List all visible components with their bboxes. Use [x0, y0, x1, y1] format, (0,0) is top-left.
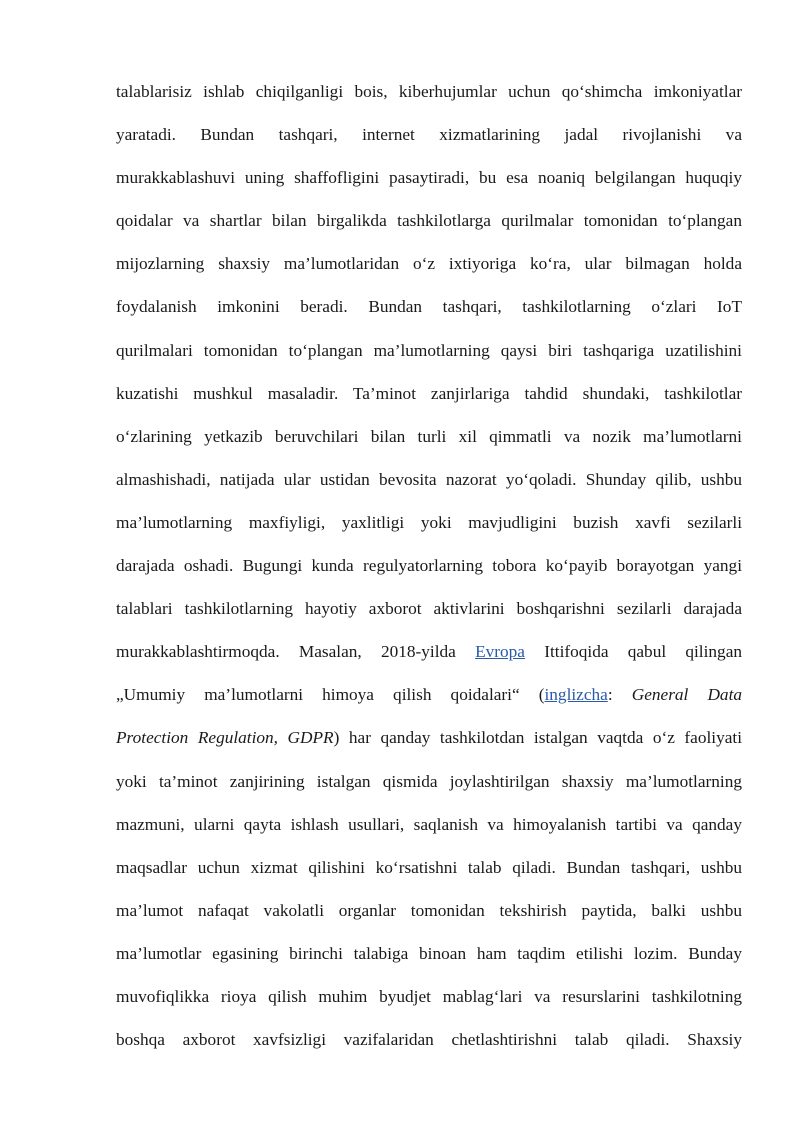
text-line: talablari tashkilotlarning hayotiy axborot aktivlarini boshqarishni sezilarli darajada: [116, 599, 742, 619]
text-line: almashishadi, natijada ular ustidan bevosita nazorat yo‘qoladi. Shunday qilib, ushbu: [116, 469, 742, 489]
text-segment: murakkablashtirmoqda. Masalan, 2018-yilda: [116, 642, 456, 662]
text-line: talablarisiz ishlab chiqilganligi bois, kiberhujumlar uchun qo‘shimcha imkoniyatlar: [116, 82, 742, 101]
text-line: murakkablashuvi uning shaffofligini pasaytiradi, bu esa noaniq belgilangan huquqiy: [116, 168, 742, 188]
text-line: ma’lumotlarning maxfiyligi, yaxlitligi yoki mavjudligini buzish xavfi sezilarli: [116, 512, 742, 532]
text-line: mazmuni, ularni qayta ishlash usullari, saqlanish va himoyalanish tartibi va qanday: [116, 814, 742, 834]
text-line: qoidalar va shartlar bilan birgalikda tashkilotlarga qurilmalar tomonidan to‘plangan: [116, 211, 742, 231]
text-line: yoki ta’minot zanjirining istalgan qismida joylashtirilgan shaxsiy ma’lumotlarning: [116, 771, 742, 791]
text-line: muvofiqlikka rioya qilish muhim byudjet mablag‘lari va resurslarini tashkilotning: [116, 986, 742, 1006]
text-segment: „Umumiy ma’lumotlarni himoya qilish qoidalari“ (: [116, 685, 545, 705]
text-line: kuzatishi mushkul masaladir. Ta’minot zanjirlariga tahdid shundaki, tashkilotlar: [116, 383, 742, 403]
text-line: qurilmalari tomonidan to‘plangan ma’lumotlarning qaysi biri tashqariga uzatilishini: [116, 340, 742, 360]
text-line: o‘zlarining yetkazib beruvchilari bilan turli xil qimmatli va nozik ma’lumotlarni: [116, 426, 742, 446]
text-line: ma’lumotlar egasining birinchi talabiga binoan ham taqdim etilishi lozim. Bunday: [116, 943, 742, 963]
italic-term: Protection Regulation, GDPR: [116, 728, 334, 748]
text-line: maqsadlar uchun xizmat qilishini ko‘rsatishni talab qiladi. Bundan tashqari, ushbu: [116, 857, 742, 877]
evropa-link[interactable]: Evropa: [475, 642, 525, 662]
text-line: yaratadi. Bundan tashqari, internet xizmatlarining jadal rivojlanishi va: [116, 125, 742, 145]
text-line: foydalanish imkonini beradi. Bundan tashqari, tashkilotlarning o‘zlari IoT: [116, 297, 742, 317]
text-line: darajada oshadi. Bugungi kunda regulyatorlarning tobora ko‘payib borayotgan yangi: [116, 556, 742, 576]
text-line: [116, 630, 742, 673]
text-line: boshqa axborot xavfsizligi vazifalaridan chetlashtirishni talab qiladi. Shaxsiy: [116, 1030, 742, 1050]
italic-term: General Data: [631, 685, 743, 705]
body-paragraph: [116, 70, 742, 1061]
inglizcha-link[interactable]: inglizcha: [544, 685, 608, 705]
text-line: ma’lumot nafaqat vakolatli organlar tomonidan tekshirish paytida, balki ushbu: [116, 900, 742, 920]
text-line: mijozlarning shaxsiy ma’lumotlaridan o‘z ixtiyoriga ko‘ra, ular bilmagan holda: [116, 254, 742, 274]
text-line: [116, 673, 742, 716]
text-segment: ) har qanday tashkilotdan istalgan vaqtda o‘z faoliyati: [333, 728, 742, 748]
text-line: [116, 716, 742, 759]
text-segment: Ittifoqida qabul qilingan: [544, 642, 743, 662]
text-segment: :: [607, 685, 613, 705]
